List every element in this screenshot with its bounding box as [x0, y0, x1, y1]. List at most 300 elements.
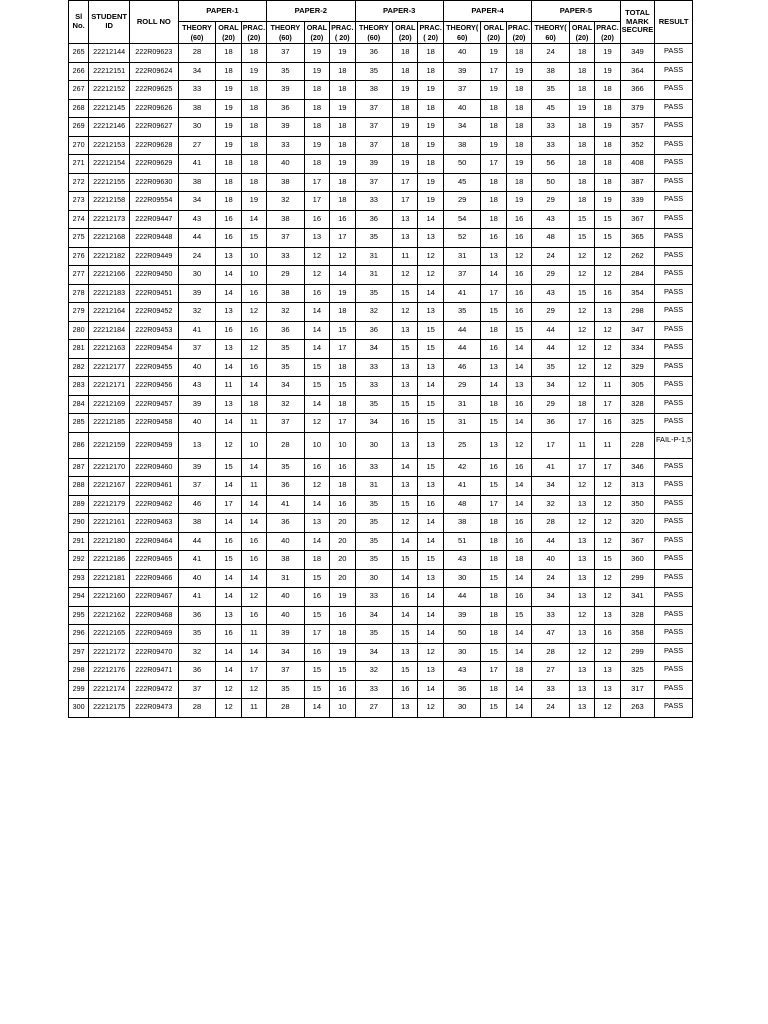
cell-paper-5-theory: 29 [532, 395, 570, 414]
cell-sl-no: 287 [69, 458, 89, 477]
cell-paper-1-theory: 40 [178, 414, 216, 433]
cell-result: PASS [655, 625, 693, 644]
cell-result: PASS [655, 662, 693, 681]
cell-paper-4-theory: 37 [443, 266, 481, 285]
cell-student-id: 22212177 [89, 358, 130, 377]
table-body [69, 44, 693, 718]
cell-paper-4-prac: 14 [506, 643, 531, 662]
cell-paper-4-prac: 16 [506, 210, 531, 229]
cell-paper-5-theory: 27 [532, 662, 570, 681]
cell-paper-5-oral: 13 [569, 532, 594, 551]
cell-paper-3-theory: 36 [355, 44, 393, 63]
cell-paper-5-oral: 13 [569, 680, 594, 699]
cell-paper-1-prac: 14 [241, 643, 266, 662]
cell-paper-2-theory: 36 [267, 514, 305, 533]
cell-paper-1-theory: 39 [178, 395, 216, 414]
cell-paper-5-oral: 18 [569, 136, 594, 155]
subheader-paper-4-theory: THEORY( 60) [443, 22, 481, 44]
cell-paper-4-theory: 41 [443, 284, 481, 303]
cell-paper-5-prac: 19 [595, 62, 620, 81]
cell-paper-5-oral: 17 [569, 458, 594, 477]
cell-paper-2-prac: 18 [330, 625, 355, 644]
cell-paper-4-oral: 19 [481, 44, 506, 63]
cell-total: 317 [620, 680, 655, 699]
cell-student-id: 22212166 [89, 266, 130, 285]
cell-paper-5-theory: 41 [532, 458, 570, 477]
cell-student-id: 22212168 [89, 229, 130, 248]
cell-paper-3-prac: 18 [418, 99, 443, 118]
cell-paper-1-prac: 16 [241, 532, 266, 551]
cell-paper-2-prac: 18 [330, 81, 355, 100]
table-row [69, 643, 693, 662]
cell-paper-4-prac: 14 [506, 680, 531, 699]
cell-student-id: 22212180 [89, 532, 130, 551]
cell-paper-4-theory: 38 [443, 514, 481, 533]
cell-sl-no: 281 [69, 340, 89, 359]
cell-result: PASS [655, 377, 693, 396]
subheader-paper-5-oral: ORAL (20) [569, 22, 594, 44]
cell-paper-5-theory: 48 [532, 229, 570, 248]
cell-paper-4-oral: 18 [481, 551, 506, 570]
cell-paper-1-theory: 41 [178, 155, 216, 174]
cell-paper-4-oral: 19 [481, 81, 506, 100]
cell-paper-1-theory: 44 [178, 532, 216, 551]
cell-paper-1-prac: 19 [241, 62, 266, 81]
cell-paper-2-prac: 18 [330, 62, 355, 81]
cell-paper-1-oral: 18 [216, 173, 241, 192]
cell-paper-3-oral: 15 [393, 551, 418, 570]
cell-total: 299 [620, 643, 655, 662]
cell-roll-no: 222R09628 [129, 136, 178, 155]
cell-paper-3-oral: 18 [393, 44, 418, 63]
cell-paper-1-theory: 43 [178, 210, 216, 229]
cell-paper-2-oral: 14 [304, 495, 329, 514]
cell-paper-4-oral: 18 [481, 173, 506, 192]
cell-paper-2-prac: 16 [330, 458, 355, 477]
cell-paper-1-prac: 10 [241, 432, 266, 458]
cell-paper-2-theory: 38 [267, 210, 305, 229]
subheader-paper-5-prac: PRAC. (20) [596, 23, 619, 42]
cell-sl-no: 295 [69, 606, 89, 625]
cell-sl-no: 293 [69, 569, 89, 588]
cell-paper-1-theory: 35 [178, 625, 216, 644]
cell-paper-2-oral: 14 [304, 321, 329, 340]
cell-paper-3-theory: 33 [355, 358, 393, 377]
cell-total: 408 [620, 155, 655, 174]
cell-paper-5-oral: 12 [569, 377, 594, 396]
cell-paper-5-prac: 19 [595, 192, 620, 211]
cell-paper-2-prac: 19 [330, 44, 355, 63]
cell-paper-5-oral: 12 [569, 321, 594, 340]
cell-paper-5-theory: 28 [532, 514, 570, 533]
cell-paper-3-oral: 13 [393, 699, 418, 718]
cell-sl-no: 278 [69, 284, 89, 303]
cell-paper-2-prac: 10 [330, 432, 355, 458]
cell-paper-3-theory: 37 [355, 136, 393, 155]
cell-student-id: 22212158 [89, 192, 130, 211]
cell-paper-4-oral: 15 [481, 699, 506, 718]
cell-paper-5-theory: 35 [532, 358, 570, 377]
table-row [69, 477, 693, 496]
cell-result: PASS [655, 44, 693, 63]
cell-paper-5-oral: 18 [569, 155, 594, 174]
cell-paper-1-oral: 12 [216, 680, 241, 699]
cell-paper-2-prac: 12 [330, 247, 355, 266]
cell-total: 346 [620, 458, 655, 477]
cell-paper-5-oral: 18 [569, 81, 594, 100]
cell-sl-no: 271 [69, 155, 89, 174]
cell-paper-1-prac: 18 [241, 118, 266, 137]
cell-paper-4-theory: 43 [443, 662, 481, 681]
cell-paper-3-prac: 14 [418, 606, 443, 625]
cell-roll-no: 222R09454 [129, 340, 178, 359]
cell-paper-4-oral: 13 [481, 358, 506, 377]
cell-sl-no: 290 [69, 514, 89, 533]
cell-total: 366 [620, 81, 655, 100]
cell-paper-2-prac: 17 [330, 229, 355, 248]
cell-paper-2-oral: 14 [304, 395, 329, 414]
cell-paper-5-prac: 12 [595, 247, 620, 266]
cell-paper-1-prac: 11 [241, 414, 266, 433]
cell-roll-no: 222R09625 [129, 81, 178, 100]
cell-paper-1-theory: 36 [178, 662, 216, 681]
cell-sl-no: 279 [69, 303, 89, 322]
cell-paper-3-oral: 17 [393, 192, 418, 211]
cell-paper-3-prac: 13 [418, 477, 443, 496]
cell-paper-5-oral: 12 [569, 643, 594, 662]
cell-paper-1-oral: 13 [216, 247, 241, 266]
cell-total: 334 [620, 340, 655, 359]
cell-paper-4-theory: 44 [443, 588, 481, 607]
cell-paper-5-prac: 18 [595, 136, 620, 155]
cell-paper-4-prac: 18 [506, 173, 531, 192]
cell-roll-no: 222R09464 [129, 532, 178, 551]
cell-total: 364 [620, 62, 655, 81]
cell-paper-5-oral: 17 [569, 414, 594, 433]
cell-paper-2-oral: 15 [304, 569, 329, 588]
cell-total: 358 [620, 625, 655, 644]
cell-paper-3-theory: 37 [355, 118, 393, 137]
cell-paper-3-theory: 34 [355, 643, 393, 662]
cell-paper-3-prac: 19 [418, 192, 443, 211]
cell-paper-1-prac: 12 [241, 588, 266, 607]
cell-paper-1-oral: 16 [216, 321, 241, 340]
cell-paper-1-prac: 10 [241, 266, 266, 285]
cell-paper-3-oral: 17 [393, 173, 418, 192]
cell-paper-4-prac: 16 [506, 266, 531, 285]
cell-result: PASS [655, 495, 693, 514]
cell-paper-2-oral: 17 [304, 173, 329, 192]
cell-sl-no: 276 [69, 247, 89, 266]
header-paper-3: PAPER-3 [355, 1, 443, 22]
cell-sl-no: 282 [69, 358, 89, 377]
cell-sl-no: 275 [69, 229, 89, 248]
cell-paper-3-oral: 13 [393, 321, 418, 340]
cell-paper-2-prac: 18 [330, 358, 355, 377]
cell-paper-4-theory: 31 [443, 395, 481, 414]
cell-sl-no: 277 [69, 266, 89, 285]
cell-paper-3-theory: 35 [355, 625, 393, 644]
cell-paper-4-theory: 40 [443, 44, 481, 63]
cell-roll-no: 222R09449 [129, 247, 178, 266]
cell-paper-4-prac: 14 [506, 414, 531, 433]
cell-paper-3-prac: 15 [418, 414, 443, 433]
cell-sl-no: 297 [69, 643, 89, 662]
cell-paper-3-theory: 32 [355, 662, 393, 681]
cell-paper-2-theory: 35 [267, 458, 305, 477]
cell-result: PASS [655, 136, 693, 155]
cell-paper-5-theory: 24 [532, 44, 570, 63]
cell-paper-4-theory: 36 [443, 680, 481, 699]
cell-paper-4-prac: 18 [506, 99, 531, 118]
cell-paper-5-prac: 15 [595, 210, 620, 229]
cell-sl-no: 267 [69, 81, 89, 100]
cell-paper-4-prac: 14 [506, 625, 531, 644]
cell-result: PASS [655, 680, 693, 699]
cell-paper-4-oral: 13 [481, 247, 506, 266]
cell-paper-5-oral: 18 [569, 395, 594, 414]
cell-paper-2-oral: 18 [304, 81, 329, 100]
table-row [69, 495, 693, 514]
cell-roll-no: 222R09626 [129, 99, 178, 118]
cell-paper-3-prac: 18 [418, 62, 443, 81]
cell-paper-4-theory: 37 [443, 81, 481, 100]
cell-sl-no: 286 [69, 432, 89, 458]
cell-sl-no: 280 [69, 321, 89, 340]
cell-sl-no: 272 [69, 173, 89, 192]
cell-paper-3-oral: 15 [393, 495, 418, 514]
cell-paper-4-theory: 30 [443, 643, 481, 662]
cell-paper-2-prac: 17 [330, 414, 355, 433]
cell-student-id: 22212153 [89, 136, 130, 155]
cell-roll-no: 222R09473 [129, 699, 178, 718]
cell-paper-5-oral: 12 [569, 358, 594, 377]
cell-student-id: 22212174 [89, 680, 130, 699]
cell-paper-5-theory: 44 [532, 532, 570, 551]
cell-paper-5-oral: 18 [569, 62, 594, 81]
cell-paper-2-theory: 36 [267, 99, 305, 118]
cell-paper-2-oral: 16 [304, 458, 329, 477]
cell-paper-1-prac: 12 [241, 340, 266, 359]
cell-paper-1-prac: 18 [241, 136, 266, 155]
cell-paper-4-theory: 34 [443, 118, 481, 137]
cell-paper-4-prac: 18 [506, 551, 531, 570]
cell-total: 379 [620, 99, 655, 118]
table-row [69, 458, 693, 477]
cell-paper-1-oral: 14 [216, 662, 241, 681]
cell-paper-3-theory: 35 [355, 229, 393, 248]
cell-paper-4-theory: 42 [443, 458, 481, 477]
cell-paper-5-theory: 36 [532, 414, 570, 433]
cell-paper-3-oral: 15 [393, 662, 418, 681]
cell-paper-3-theory: 38 [355, 81, 393, 100]
cell-sl-no: 288 [69, 477, 89, 496]
cell-paper-1-theory: 41 [178, 588, 216, 607]
cell-sl-no: 274 [69, 210, 89, 229]
cell-paper-3-prac: 14 [418, 284, 443, 303]
cell-paper-3-oral: 19 [393, 118, 418, 137]
cell-total: 299 [620, 569, 655, 588]
cell-paper-5-theory: 33 [532, 136, 570, 155]
cell-paper-3-oral: 13 [393, 643, 418, 662]
cell-sl-no: 298 [69, 662, 89, 681]
cell-paper-4-theory: 50 [443, 625, 481, 644]
cell-paper-2-theory: 28 [267, 699, 305, 718]
header-paper-2: PAPER-2 [267, 1, 355, 22]
cell-roll-no: 222R09465 [129, 551, 178, 570]
cell-paper-4-prac: 14 [506, 340, 531, 359]
cell-paper-2-theory: 40 [267, 588, 305, 607]
cell-paper-4-prac: 18 [506, 44, 531, 63]
cell-paper-3-oral: 16 [393, 414, 418, 433]
cell-paper-2-prac: 16 [330, 495, 355, 514]
cell-total: 350 [620, 495, 655, 514]
cell-paper-2-theory: 40 [267, 155, 305, 174]
table-row [69, 606, 693, 625]
cell-result: PASS [655, 62, 693, 81]
cell-paper-2-prac: 15 [330, 662, 355, 681]
cell-paper-2-prac: 19 [330, 155, 355, 174]
cell-sl-no: 300 [69, 699, 89, 718]
cell-student-id: 22212155 [89, 173, 130, 192]
cell-paper-2-theory: 40 [267, 606, 305, 625]
cell-paper-1-theory: 28 [178, 699, 216, 718]
table-row [69, 662, 693, 681]
cell-paper-5-theory: 33 [532, 680, 570, 699]
cell-paper-1-oral: 16 [216, 229, 241, 248]
cell-paper-4-oral: 18 [481, 321, 506, 340]
cell-paper-1-theory: 33 [178, 81, 216, 100]
cell-total: 325 [620, 662, 655, 681]
cell-paper-3-prac: 18 [418, 44, 443, 63]
cell-paper-3-theory: 34 [355, 340, 393, 359]
cell-paper-3-oral: 19 [393, 81, 418, 100]
cell-sl-no: 268 [69, 99, 89, 118]
cell-paper-2-prac: 20 [330, 514, 355, 533]
cell-paper-5-theory: 24 [532, 569, 570, 588]
cell-result: PASS [655, 514, 693, 533]
cell-paper-5-theory: 35 [532, 81, 570, 100]
cell-total: 387 [620, 173, 655, 192]
cell-paper-3-theory: 31 [355, 477, 393, 496]
table-row [69, 99, 693, 118]
cell-paper-1-oral: 12 [216, 699, 241, 718]
cell-paper-1-prac: 19 [241, 192, 266, 211]
cell-paper-5-theory: 29 [532, 303, 570, 322]
cell-paper-2-oral: 16 [304, 210, 329, 229]
cell-paper-2-theory: 29 [267, 266, 305, 285]
cell-paper-4-oral: 17 [481, 62, 506, 81]
cell-total: 339 [620, 192, 655, 211]
cell-paper-5-theory: 24 [532, 247, 570, 266]
cell-paper-4-oral: 15 [481, 569, 506, 588]
cell-paper-5-prac: 15 [595, 229, 620, 248]
cell-total: 367 [620, 532, 655, 551]
cell-paper-3-prac: 19 [418, 118, 443, 137]
cell-total: 367 [620, 210, 655, 229]
cell-sl-no: 270 [69, 136, 89, 155]
cell-result: PASS [655, 229, 693, 248]
table-row [69, 377, 693, 396]
cell-paper-2-theory: 31 [267, 569, 305, 588]
header-total-mark: TOTAL MARK SECURE [620, 1, 655, 44]
cell-total: 328 [620, 395, 655, 414]
cell-paper-5-theory: 40 [532, 551, 570, 570]
cell-paper-1-theory: 34 [178, 192, 216, 211]
cell-paper-4-oral: 18 [481, 192, 506, 211]
cell-paper-4-prac: 16 [506, 303, 531, 322]
cell-paper-4-theory: 50 [443, 155, 481, 174]
cell-paper-4-prac: 18 [506, 81, 531, 100]
cell-student-id: 22212184 [89, 321, 130, 340]
cell-paper-1-oral: 17 [216, 495, 241, 514]
cell-roll-no: 222R09451 [129, 284, 178, 303]
cell-paper-1-prac: 18 [241, 81, 266, 100]
cell-paper-1-prac: 16 [241, 321, 266, 340]
cell-paper-4-oral: 18 [481, 395, 506, 414]
cell-paper-1-oral: 14 [216, 358, 241, 377]
cell-paper-5-prac: 12 [595, 569, 620, 588]
cell-result: PASS [655, 155, 693, 174]
cell-paper-2-theory: 37 [267, 662, 305, 681]
cell-paper-3-prac: 14 [418, 532, 443, 551]
cell-paper-5-prac: 12 [595, 643, 620, 662]
cell-paper-1-prac: 18 [241, 395, 266, 414]
cell-paper-3-prac: 14 [418, 680, 443, 699]
cell-paper-4-prac: 16 [506, 395, 531, 414]
table-row [69, 229, 693, 248]
cell-paper-1-oral: 14 [216, 643, 241, 662]
cell-paper-2-prac: 19 [330, 643, 355, 662]
cell-paper-5-oral: 13 [569, 699, 594, 718]
cell-paper-1-theory: 38 [178, 99, 216, 118]
cell-paper-5-oral: 12 [569, 247, 594, 266]
cell-paper-1-theory: 39 [178, 458, 216, 477]
cell-paper-1-theory: 24 [178, 247, 216, 266]
cell-paper-3-oral: 14 [393, 532, 418, 551]
cell-paper-3-oral: 14 [393, 606, 418, 625]
cell-paper-3-prac: 13 [418, 303, 443, 322]
cell-paper-1-prac: 18 [241, 173, 266, 192]
cell-paper-5-prac: 12 [595, 514, 620, 533]
cell-paper-4-oral: 15 [481, 477, 506, 496]
cell-paper-2-oral: 10 [304, 432, 329, 458]
cell-paper-5-prac: 12 [595, 266, 620, 285]
cell-sl-no: 296 [69, 625, 89, 644]
cell-paper-5-prac: 17 [595, 458, 620, 477]
cell-paper-1-oral: 12 [216, 432, 241, 458]
cell-paper-3-oral: 14 [393, 458, 418, 477]
cell-paper-5-prac: 11 [595, 377, 620, 396]
cell-paper-2-oral: 17 [304, 192, 329, 211]
cell-paper-1-theory: 41 [178, 551, 216, 570]
cell-paper-2-oral: 15 [304, 606, 329, 625]
cell-paper-1-theory: 36 [178, 606, 216, 625]
subheader-paper-4-prac: PRAC. (20) [507, 23, 531, 42]
cell-paper-2-prac: 18 [330, 136, 355, 155]
cell-paper-4-oral: 18 [481, 210, 506, 229]
header-paper-1: PAPER-1 [178, 1, 266, 22]
cell-paper-1-oral: 14 [216, 266, 241, 285]
cell-result: PASS [655, 569, 693, 588]
cell-paper-2-prac: 18 [330, 303, 355, 322]
cell-paper-2-oral: 12 [304, 414, 329, 433]
cell-paper-3-oral: 15 [393, 625, 418, 644]
cell-paper-3-prac: 14 [418, 210, 443, 229]
table-row [69, 395, 693, 414]
cell-roll-no: 222R09624 [129, 62, 178, 81]
cell-paper-1-oral: 13 [216, 303, 241, 322]
